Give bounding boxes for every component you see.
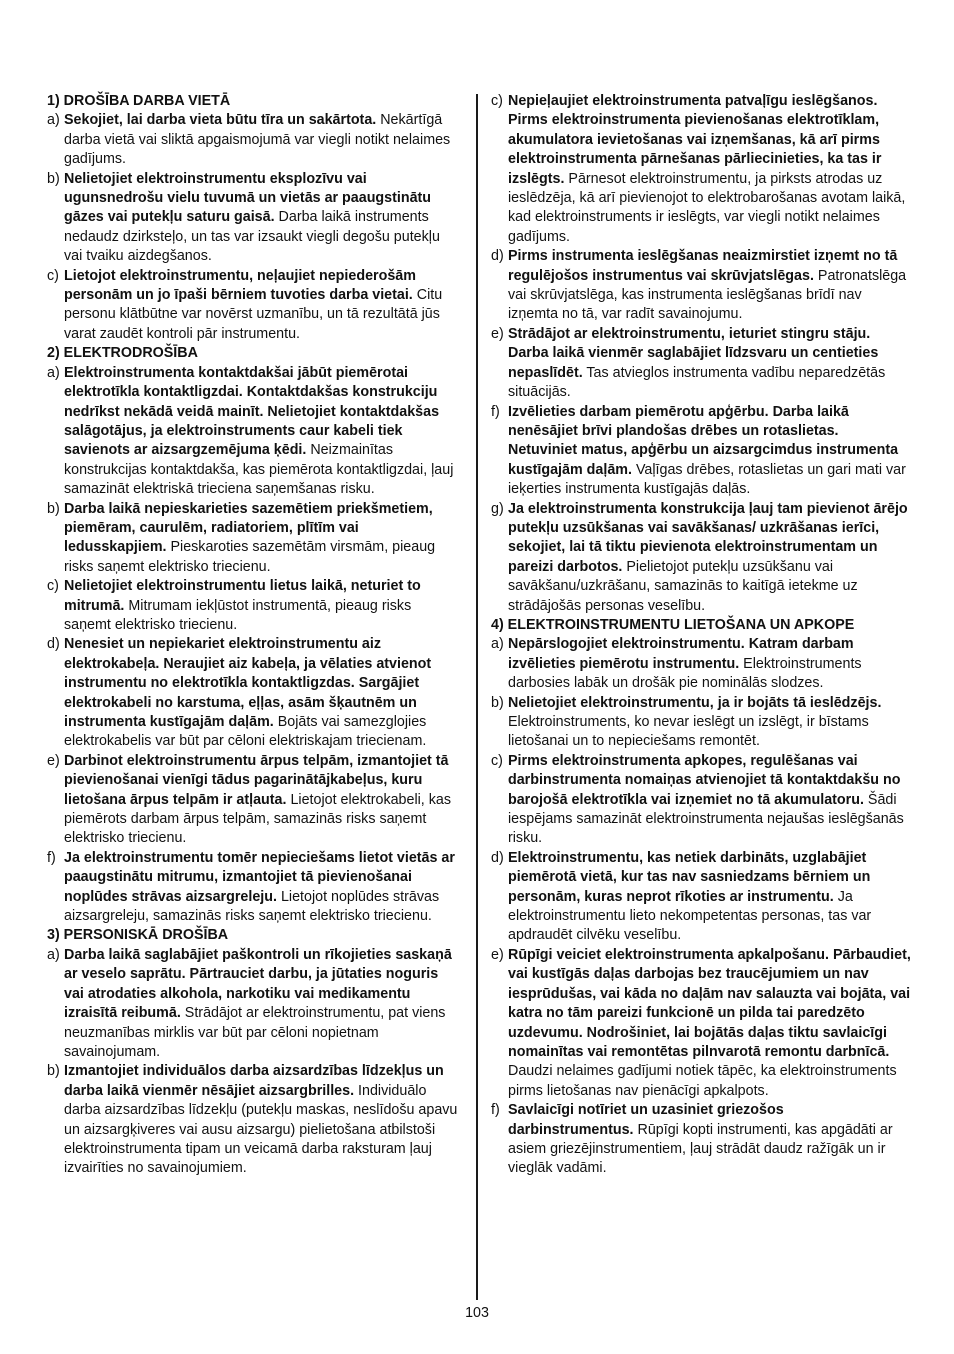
item-instruction: Lietojot elektroinstrumentu, neļaujiet nepiederošām personām un jo īpaši bērniem tuvoties darba vietai. bbox=[64, 267, 416, 304]
item-content bbox=[508, 1101, 911, 1179]
list-item bbox=[47, 1062, 459, 1178]
list-item bbox=[491, 694, 911, 752]
item-instruction: Elektroinstrumenta kontaktdakšai jābūt piemērotai elektrotīkla kontaktligzdai. Kontaktdakšas konstrukciju nedrīkst nekādā veidā mainīt. Nelietojiet kontaktdakšas salāgotājus, ja elektroinstruments caur kabeli tiek savienots ar aizsargzemējuma ķēdi. bbox=[64, 364, 440, 459]
section-heading: 4) ELEKTROINSTRUMENTU LIETOŠANA UN APKOPE bbox=[491, 616, 855, 633]
item-instruction: Darbinot elektroinstrumentu ārpus telpām, izmantojiet tā pievienošanai vienīgi tādus pagarinātājkabeļus, kuru lietošana ārpus telpām ir atļauta. bbox=[64, 752, 449, 808]
item-letter: c) bbox=[47, 267, 59, 284]
list-item bbox=[47, 577, 459, 635]
item-explanation: Daudzi nelaimes gadījumi notiek tāpēc, ka elektroinstruments pirms lietošanas nav pienācīgi apkalpots. bbox=[508, 1063, 897, 1099]
item-explanation: Pieskaroties sazemētām virsmām, pieaug risks saņemt elektrisko triecienu. bbox=[64, 539, 436, 575]
item-instruction: Nepieļaujiet elektroinstrumenta patvaļīgu ieslēgšanos. Pirms elektroinstrumenta pievienošanas elektrotīklam, akumulatora ievietošanas vai izņemšanas, kā arī pirms elektroinstrumenta pārnešanas pārliecinieties, ka tas ir izslēgts. bbox=[508, 93, 882, 187]
item-content bbox=[64, 1062, 459, 1178]
list-item bbox=[47, 946, 459, 1062]
list-item bbox=[491, 635, 911, 693]
item-letter: a) bbox=[47, 946, 60, 963]
item-letter: c) bbox=[491, 93, 503, 109]
item-instruction: Elektroinstrumentu, kas netiek darbināts, uzglabājiet piemērotā vietā, kur tas nav sasniedzams bērniem un personām, kuras neprot rīkoties ar instrumentu. bbox=[508, 849, 871, 905]
item-instruction: Nelietojiet elektroinstrumentu lietus laikā, neturiet to mitrumā. bbox=[64, 578, 421, 614]
item-content bbox=[64, 500, 459, 578]
item-content bbox=[508, 403, 911, 500]
item-instruction: Darba laikā nepieskarieties sazemētiem priekšmetiem, piemēram, caurulēm, radiatoriem, plītīm vai ledusskapjiem. bbox=[64, 500, 433, 556]
item-letter: b) bbox=[47, 170, 60, 187]
item-content bbox=[508, 946, 911, 1101]
item-explanation: Lietojot elektrokabeli, kas piemērots darbam ārpus telpām, samazinās risks saņemt elektrisko triecienu. bbox=[64, 791, 451, 847]
item-content bbox=[64, 752, 459, 849]
item-letter: e) bbox=[491, 946, 504, 963]
item-explanation: Citu personu klātbūtne var novērst uzmanību, un tā rezultātā jūs varat zaudēt kontroli pār instrumentu. bbox=[64, 287, 443, 342]
list-item bbox=[47, 111, 459, 169]
item-explanation: Rūpīgi kopti instrumenti, kas apgādāti ar asiem griezējinstrumentiem, ļauj strādāt daudz ražīgāk un ir vieglāk vadāmi. bbox=[508, 1121, 893, 1177]
list-item bbox=[491, 325, 911, 403]
list-item bbox=[491, 247, 911, 325]
item-instruction: Sekojiet, lai darba vieta būtu tīra un sakārtota. bbox=[64, 112, 377, 129]
item-instruction: Darba laikā saglabājiet paškontroli un rīkojieties saskaņā ar veselo saprātu. Pārtrauciet darbu, ja jūtaties noguris vai atrodaties alkohola, narkotiku vai medikamentu izraisītā reibumā. bbox=[64, 946, 452, 1022]
item-content bbox=[508, 325, 911, 403]
item-content bbox=[508, 849, 911, 946]
item-letter: c) bbox=[491, 752, 503, 769]
item-instruction: Ja elektroinstrumentu tomēr nepieciešams lietot vietās ar paaugstinātu mitrumu, izmantojiet tā pievienošanai noplūdes strāvas aizsargreleju. bbox=[64, 849, 455, 905]
item-explanation: Mitrumam iekļūstot instrumentā, pieaug risks saņemt elektrisko triecienu. bbox=[64, 597, 412, 633]
list-item bbox=[47, 364, 459, 500]
item-letter: b) bbox=[47, 1063, 60, 1080]
list-item bbox=[491, 403, 911, 500]
item-content bbox=[64, 267, 459, 345]
item-instruction: Izvēlieties darbam piemērotu apģērbu. Darba laikā nenēsājiet brīvi plandošas drēbes un rotaslietas. Netuviniet matus, apģērbu un aizsargcimdus instrumenta kustīgajām daļām. bbox=[508, 403, 899, 478]
item-instruction: Nelietojiet elektroinstrumentu eksplozīvu vai ugunsnedrošu vielu tuvumā un vietās ar paaugstinātu gāzes vai putekļu saturu gaisā. bbox=[64, 170, 432, 226]
item-letter: e) bbox=[47, 752, 60, 769]
item-explanation: Ja elektroinstrumentu lieto nekompetentas personas, tas var apdraudēt cilvēku veselību. bbox=[508, 888, 872, 944]
item-letter: b) bbox=[47, 500, 60, 517]
item-content bbox=[64, 170, 459, 267]
item-letter: a) bbox=[491, 636, 504, 653]
list-item bbox=[47, 635, 459, 751]
item-instruction: Nenesiet un nepiekariet elektroinstrumentu aiz elektrokabeļa. Neraujiet aiz kabeļa, ja vēlaties atvienot instrumentu no elektrotīkla kontaktligzdas. Sargājiet elektrokabeli no karstuma, eļļas, asām šķautnēm un instrumenta kustīgajām daļām. bbox=[64, 636, 432, 730]
list-item bbox=[491, 92, 911, 247]
item-explanation: Strādājot ar elektroinstrumentu, pat viens neuzmanības mirklis var būt par cēloni nopietnam savainojumam. bbox=[64, 1005, 446, 1060]
item-explanation: Pārnesot elektroinstrumentu, ja pirksts atrodas uz ieslēdzēja, kā arī pievienojot to elektrobarošanas avotam laikā, kad elektroinstruments ir ieslēgts, var viegli notikt nelaimes gadījums. bbox=[508, 170, 906, 245]
item-letter: f) bbox=[491, 403, 500, 420]
item-instruction: Nelietojiet elektroinstrumentu, ja ir bojāts tā ieslēdzējs. bbox=[508, 694, 882, 711]
item-letter: f) bbox=[47, 849, 56, 866]
item-letter: c) bbox=[47, 578, 59, 595]
item-instruction: Rūpīgi veiciet elektroinstrumenta apkalpošanu. Pārbaudiet, vai kustīgās daļas darbojas bez traucējumiem un nav iesprūdušas, vai kāda no daļām nav salauzta vai bojāta, vai katra no tām pareizi funkcionē un pilda tai paredzēto uzdevumu. Nodrošiniet, lai bojātās daļas tiktu savlaicīgi nomainītas vai remontētas pilnvarotā remontu darbnīcā. bbox=[508, 946, 911, 1060]
item-explanation: Elektroinstruments, ko nevar ieslēgt un izslēgt, ir bīstams lietošanai un to nepieciešams remontēt. bbox=[508, 714, 869, 750]
list-item bbox=[47, 500, 459, 578]
item-content bbox=[508, 694, 911, 752]
item-letter: a) bbox=[47, 112, 60, 129]
section-heading: 3) PERSONISKĀ DROŠĪBA bbox=[47, 927, 229, 944]
item-explanation: Šādi iespējams samazināt elektroinstrumenta nejaušas ieslēgšanās risku. bbox=[508, 791, 904, 847]
item-instruction: Savlaicīgi notīriet un uzasiniet griezošos darbinstrumentus. bbox=[508, 1102, 784, 1138]
list-item bbox=[47, 267, 459, 345]
list-item bbox=[491, 752, 911, 849]
item-content bbox=[64, 946, 459, 1062]
item-explanation: Tas atvieglos instrumenta vadību neparedzētās situācijās. bbox=[508, 364, 886, 401]
item-explanation: Lietojot noplūdes strāvas aizsargreleju, samazinās risks saņemt elektrisko triecienu. bbox=[64, 888, 440, 925]
item-explanation: Vaļīgas drēbes, rotaslietas un gari mati var ieķerties instrumenta kustīgajās daļās. bbox=[508, 461, 906, 498]
item-explanation: Neizmainītas konstrukcijas kontaktdakša, kas piemērota kontaktligzdai, ļauj samazināt elektriskā trieciena saņemšanas risku. bbox=[64, 442, 454, 498]
item-letter: e) bbox=[491, 325, 504, 342]
item-letter: d) bbox=[491, 849, 504, 866]
page-number: 103 bbox=[465, 1305, 489, 1321]
item-explanation: Bojāts vai samezglojies elektrokabelis var būt par cēloni elektriskajam triecienam. bbox=[64, 714, 427, 750]
list-item bbox=[47, 752, 459, 849]
item-explanation: Elektroinstruments darbosies labāk un drošāk pie nominālās slodzes. bbox=[508, 655, 862, 692]
list-item bbox=[491, 500, 911, 616]
list-item bbox=[491, 849, 911, 946]
item-instruction: Nepārslogojiet elektroinstrumentu. Katram darbam izvēlieties piemērotu instrumentu. bbox=[508, 636, 854, 672]
item-letter: a) bbox=[47, 364, 60, 381]
item-letter: f) bbox=[491, 1102, 500, 1119]
item-instruction: Pirms instrumenta ieslēgšanas neaizmirstiet izņemt no tā regulējošos instrumentus vai skrūvjatslēgas. bbox=[508, 248, 898, 284]
item-instruction: Pirms elektroinstrumenta apkopes, regulēšanas vai darbinstrumenta nomaiņas atvienojiet tā kontaktdakšu no barojošā elektrotīkla vai izņemiet no tā akumulatoru. bbox=[508, 752, 901, 808]
item-instruction: Strādājot ar elektroinstrumentu, ieturiet stingru stāju. Darba laikā vienmēr saglabājiet līdzsvaru un centieties nepaslīdēt. bbox=[508, 325, 879, 381]
list-item bbox=[47, 849, 459, 927]
item-explanation: Patronatslēga vai skrūvjatslēga, kas instrumenta ieslēgšanas brīdī nav izņemta no tā, var radīt savainojumu. bbox=[508, 267, 907, 323]
right-column bbox=[491, 92, 911, 1179]
item-instruction: Izmantojiet individuālos darba aizsardzības līdzekļus un darba laikā vienmēr nēsājiet aizsargbrilles. bbox=[64, 1063, 444, 1099]
item-instruction: Ja elektroinstrumenta konstrukcija ļauj tam pievienot ārējo putekļu uzsūkšanas vai savākšanas/ uzkrāšanas ierīci, sekojiet, lai tā tiktu pievienota elektroinstrumentam un pareizi darbotos. bbox=[508, 500, 908, 575]
item-content bbox=[64, 364, 459, 500]
item-content bbox=[64, 577, 459, 635]
column-divider bbox=[476, 94, 478, 1300]
item-content bbox=[508, 635, 911, 693]
item-content bbox=[508, 247, 911, 325]
section-heading: 2) ELEKTRODROŠĪBA bbox=[47, 345, 198, 362]
item-explanation: Pielietojot putekļu uzsūkšanu vai savākšanu/uzkrāšanu, samazinās to kaitīgā ietekme uz strādājošās personas veselību. bbox=[508, 558, 858, 614]
list-item bbox=[491, 946, 911, 1101]
left-column bbox=[47, 92, 459, 1179]
item-letter: g) bbox=[491, 500, 504, 517]
item-content bbox=[508, 92, 911, 247]
item-content bbox=[64, 111, 459, 169]
item-letter: d) bbox=[491, 248, 504, 265]
item-explanation: Individuālo darba aizsardzības līdzekļu (putekļu maskas, neslīdošu apavu un aizsargķiveres vai ausu aizsargu) pielietošana atbilstoši elektroinstrumenta tipam un veicamā darba raksturam ļauj izvairīties no savainojumiem. bbox=[64, 1082, 458, 1177]
list-item bbox=[47, 170, 459, 267]
list-item bbox=[491, 1101, 911, 1179]
section-heading: 1) DROŠĪBA DARBA VIETĀ bbox=[47, 93, 231, 109]
item-content bbox=[64, 635, 459, 751]
item-content bbox=[64, 849, 459, 927]
item-content bbox=[508, 500, 911, 616]
item-explanation: Nekārtīgā darba vietā vai sliktā apgaismojumā var viegli notikt nelaimes gadījums. bbox=[64, 112, 451, 168]
item-letter: b) bbox=[491, 694, 504, 711]
item-letter: d) bbox=[47, 636, 60, 653]
item-explanation: Darba laikā instruments nedaudz dzirksteļo, un tas var izsaukt viegli degošu putekļu vai tvaiku aizdegšanos. bbox=[64, 209, 440, 265]
item-content bbox=[508, 752, 911, 849]
